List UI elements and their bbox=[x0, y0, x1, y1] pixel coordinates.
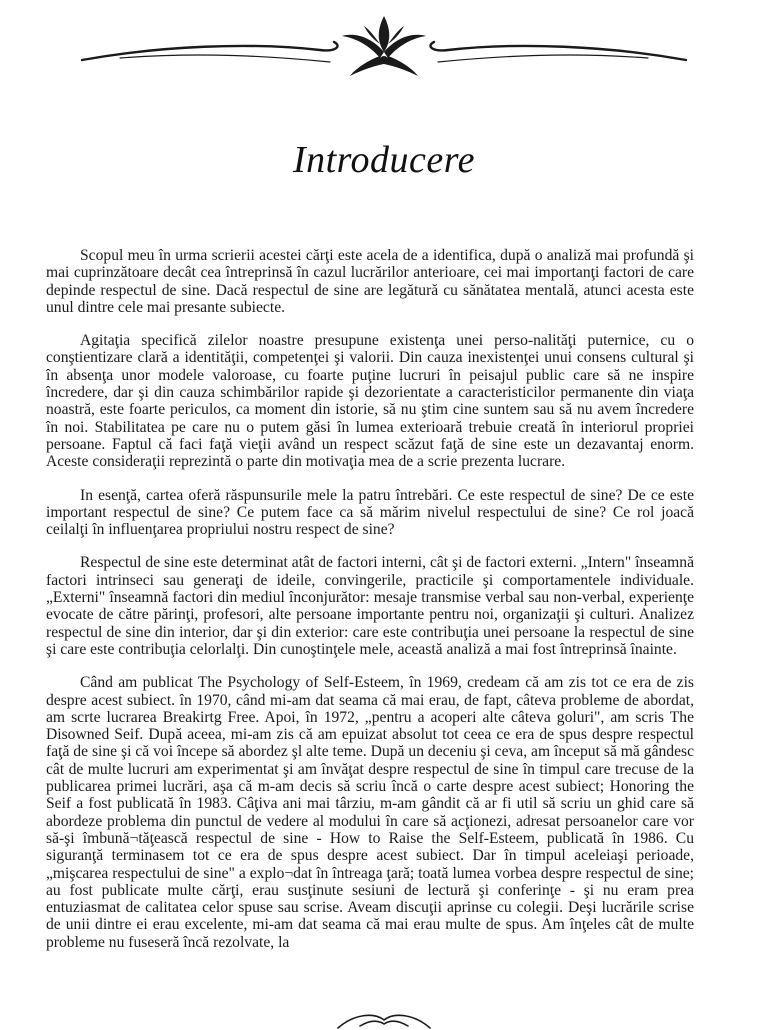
paragraph: Când am publicat The Psychology of Self-Esteem, în 1969, credeam că am zis tot ce era de zis despre acest subiect. în 1970, când mi-am dat seama că mai erau, de fapt, câteva probleme de abordat, am scrte lucrarea Breakirtg Free. Apoi, în 1972, „pentru a acoperi alte câteva goluri", am scris The Disowned Seif. După aceea, mi-am zis că am epuizat absolut tot ceea ce era de spus despre respectul faţă de sine şi că voi începe să abordez şl alte teme. După un deceniu şi ceva, am început să mă gândesc cât de multe lucruri am experimentat şi am învăţat despre respectul de sine în timpul care trecuse de la publicarea primei lucrări, aşa că m-am decis să scriu încă o carte despre acest subiect; Honoring the Seif a fost publicată în 1983. Câţiva ani mai târziu, m-am gândit că ar fi util să scriu un ghid care să abordeze problema din punctul de vedere al modului în care să acţionezi, adresat persoanelor care vor să-şi îmbună¬tăţească respectul de sine - How to Raise the Self-Esteem, publicată în 1986. Cu siguranţă terminasem tot ce era de spus despre acest subiect. Dar în timpul aceleiaşi perioade, „mişcarea respectului de sine" a explo¬dat în întreaga ţară; toată lumea vorbea despre respectul de sine; au fost publicate multe cărţi, erau susţinute sesiuni de lectură şi conferinţe - şi nu eram prea entuziasmat de calitatea celor spuse sau scrise. Aveam discuţii aprinse cu colegii. Deşi lucrările scrise de unii dintre ei erau excelente, mi-am dat seama că mai erau multe de spus. Am înţeles cât de multe probleme nu fuseseră încă rezolvate, la bbox=[46, 674, 694, 951]
top-ornament-flourish bbox=[80, 12, 688, 78]
paragraph: Agitaţia specifică zilelor noastre presupune existenţa unei perso-nalităţi puternice, cu o conştientizare clară a identităţii, competenţei şi valorii. Din cauza inexistenţei unui consens cultural şi în absenţa unor modele valoroase, cu foarte puţine lucruri în peisajul public care să ne inspire încredere, dar şi din cauza schimbărilor rapide şi dezorientate a caracteristicilor permanente din viaţa noastră, este foarte periculos, ca moment din istorie, să nu ştim cine suntem sau să nu avem încredere în noi. Stabilitatea pe care nu o putem găsi în lumea exterioară trebuie creată în interiorul propriei persoane. Faptul că faci faţă vieţii având un respect scăzut faţă de sine este un dezavantaj enorm. Aceste consideraţii reprezintă o parte din motivaţia mea de a scrie prezenta lucrare. bbox=[46, 332, 694, 471]
paragraph: Respectul de sine este determinat atât de factori interni, cât şi de factori externi. „Intern" înseamnă factori intrinseci sau generaţi de ideile, convingerile, practicile şi comportamentele individuale. „Externi" înseamnă factori din mediul înconjurător: mesaje transmise verbal sau non-verbal, experienţe evocate de către părinţi, profesori, alte persoane importante pentru noi, organizaţii şi culturi. Analizez respectul de sine din interior, dar şi din exterior: care este contribuţia unei persoane la respectul de sine şi care este contribuţia celorlalţi. Din cunoştinţele mele, această analiză a mai fost întreprinsă înainte. bbox=[46, 554, 694, 658]
paragraph: In esenţă, cartea oferă răspunsurile mele la patru întrebări. Ce este respectul de sine? De ce este important respectul de sine? Ce putem face ca să mărim nivelul respectului de sine? Ce rol joacă ceilalţi în influenţarea propriului nostru respect de sine? bbox=[46, 486, 694, 539]
paragraph: Scopul meu în urma scrierii acestei cărţi este acela de a identifica, după o analiză mai profundă şi mai cuprinzătoare decât cea întreprinsă în cazul lucrărilor anterioare, cei mai importanţi factori de care depinde respectul de sine. Dacă respectul de sine are legătură cu sănătatea mentală, atunci acesta este unul dintre cele mai presante subiecte. bbox=[46, 247, 694, 316]
body-text bbox=[46, 247, 694, 967]
bottom-ornament-flourish bbox=[330, 1010, 438, 1030]
page-title: Introducere bbox=[292, 139, 476, 181]
